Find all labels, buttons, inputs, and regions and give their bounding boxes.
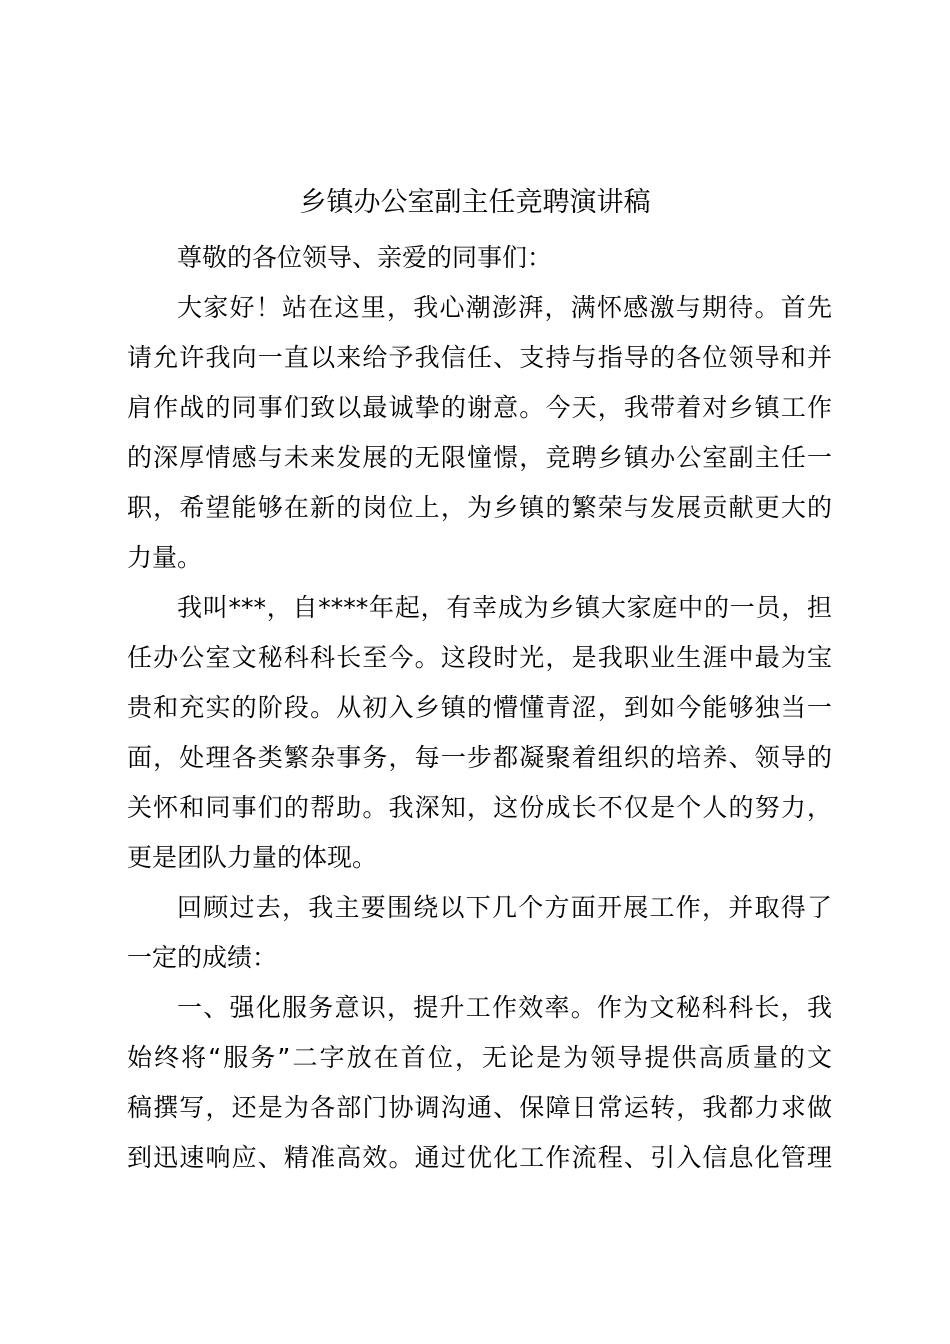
paragraph-greeting [127, 283, 832, 583]
text-line: 一、强化服务意识，提升工作效率。作为文秘科科长，我 [177, 993, 832, 1022]
text-line: 回顾过去，我主要围绕以下几个方面开展工作，并取得了 [177, 893, 832, 922]
text-line: 请允许我向一直以来给予我信任、支持与指导的各位领导和并 [127, 343, 832, 372]
paragraph-review [127, 883, 832, 983]
text-line: 尊敬的各位领导、亲爱的同事们： [177, 243, 553, 272]
text-line: 稿撰写，还是为各部门协调沟通、保障日常运转，我都力求做 [127, 1093, 832, 1122]
text-line: 始终将“服务”二字放在首位，无论是为领导提供高质量的文 [127, 1043, 832, 1072]
text-line: 职，希望能够在新的岗位上，为乡镇的繁荣与发展贡献更大的 [127, 493, 832, 522]
text-line: 贵和充实的阶段。从初入乡镇的懵懂青涩，到如今能够独当一 [127, 693, 832, 722]
text-line: 力量。 [127, 543, 203, 572]
text-line: 的深厚情感与未来发展的无限憧憬，竞聘乡镇办公室副主任一 [127, 443, 832, 472]
text-line: 肩作战的同事们致以最诚挚的谢意。今天，我带着对乡镇工作 [127, 393, 832, 422]
text-line: 到迅速响应、精准高效。通过优化工作流程、引入信息化管理 [127, 1143, 832, 1172]
text-line: 关怀和同事们的帮助。我深知，这份成长不仅是个人的努力， [127, 793, 832, 822]
text-line: 大家好！站在这里，我心潮澎湃，满怀感激与期待。首先 [177, 293, 832, 322]
document-body [127, 233, 832, 1183]
paragraph-introduction [127, 583, 832, 883]
text-line: 一定的成绩： [127, 943, 278, 972]
text-line: 面，处理各类繁杂事务，每一步都凝聚着组织的培养、领导的 [127, 743, 832, 772]
text-line: 任办公室文秘科科长至今。这段时光，是我职业生涯中最为宝 [127, 643, 832, 672]
paragraph-point-one [127, 983, 832, 1183]
paragraph-salutation [127, 233, 832, 283]
text-line: 更是团队力量的体现。 [127, 843, 378, 872]
text-line: 我叫***，自****年起，有幸成为乡镇大家庭中的一员，担 [177, 593, 832, 622]
document-title: 乡镇办公室副主任竞聘演讲稿 [299, 187, 651, 218]
